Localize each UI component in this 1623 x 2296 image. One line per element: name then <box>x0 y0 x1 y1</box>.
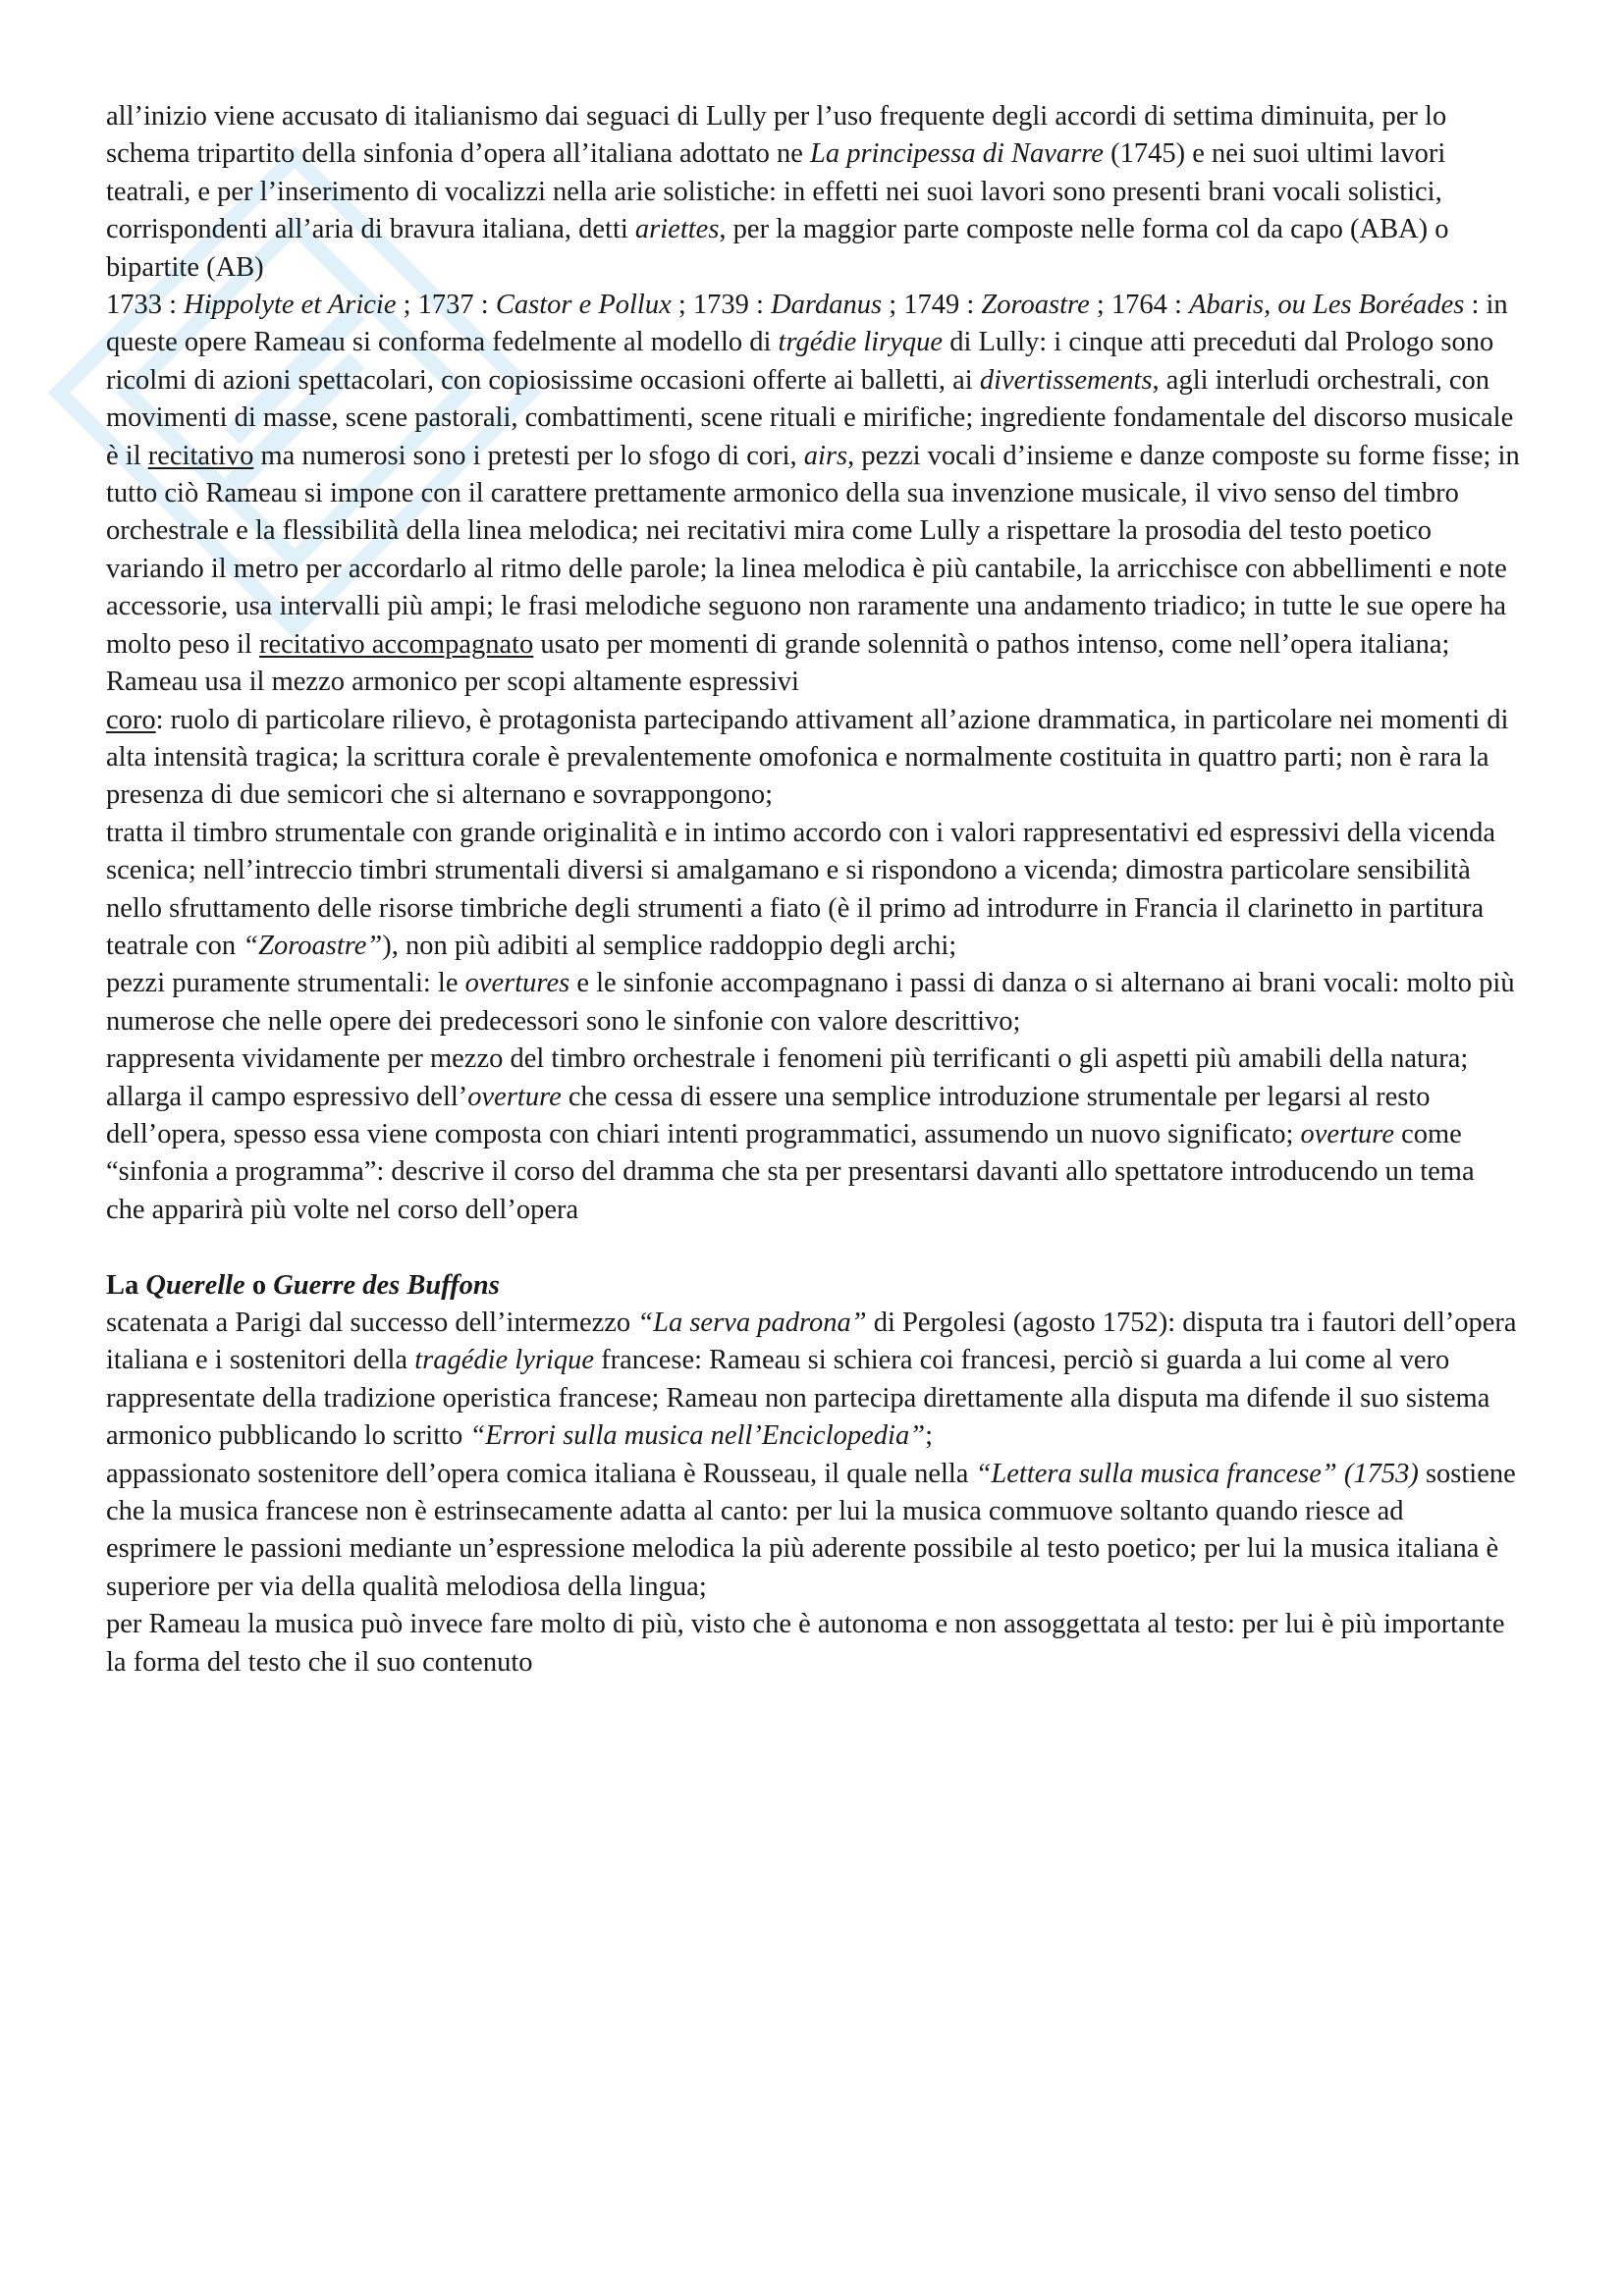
italic-text: airs <box>803 440 848 471</box>
paragraph-rappresenta <box>106 1041 1520 1078</box>
text-segment: (1745) e nei suoi ultimi lavori teatrali, e per l’inserimento di vocalizzi nella arie solistiche: in effetti nei suoi lavori sono presenti brani vocali solistici, corrispondenti all’aria di bravura italiana, detti <box>106 138 1446 245</box>
italic-text: La principessa di Navarre <box>809 138 1104 170</box>
main-paragraphs <box>106 98 1520 1229</box>
document-body <box>106 98 1520 1682</box>
text-segment: , agli interludi orchestrali, con movimenti di masse, scene pastorali, combattimenti, scene rituali e mirifiche; ingrediente fondamentale del discorso musicale è il <box>106 364 1514 471</box>
text-segment: che cessa di essere una semplice introduzione strumentale per legarsi al resto dell’opera, spesso essa viene composta con chiari intenti programmatici, assumendo un nuovo significato; <box>106 1081 1431 1149</box>
text-segment: ; <box>925 1420 933 1452</box>
text-segment: ), non più adibiti al semplice raddoppio degli archi; <box>382 930 957 961</box>
underlined-text: recitativo accompagnato <box>258 628 534 660</box>
text-segment: all’inizio viene accusato di italianismo dai seguaci di Lully per l’uso frequente degli accordi di settima diminuita, per lo schema tripartito della sinfonia d’opera all’italiana adottato ne <box>106 101 1447 170</box>
paragraph-scatenata <box>106 1305 1520 1456</box>
text-segment: o <box>244 1269 274 1301</box>
italic-text: tragédie lyrique <box>414 1345 595 1376</box>
italic-text: Querelle <box>145 1269 245 1301</box>
text-segment: e le sinfonie accompagnano i passi di danza o si alternano ai brani vocali: molto più numerose che nelle opere dei predecessori sono le sinfonie con valore descrittivo; <box>106 968 1515 1037</box>
italic-text: “Lettera sulla musica francese” (1753) <box>975 1458 1419 1489</box>
text-segment: pezzi puramente strumentali: le <box>106 968 465 999</box>
paragraph-allarga <box>106 1079 1520 1230</box>
italic-text: overtures <box>464 968 570 999</box>
paragraph-coro <box>106 702 1520 815</box>
section-paragraphs <box>106 1305 1520 1682</box>
italic-text: Hippolyte et Aricie <box>184 290 397 321</box>
text-segment: come “sinfonia a programma”: descrive il corso del dramma che sta per presentarsi davanti allo spettatore introducendo un tema che apparirà più volte nel corso dell’opera <box>106 1118 1475 1225</box>
paragraph-operas <box>106 287 1520 701</box>
paragraph-rousseau <box>106 1456 1520 1607</box>
text-segment: scatenata a Parigi dal successo dell’intermezzo <box>106 1307 638 1338</box>
text-segment: di Pergolesi (agosto 1752): disputa tra i fautori dell’opera italiana e i sostenitori della <box>106 1307 1517 1376</box>
italic-text: “La serva padrona” <box>637 1307 867 1338</box>
italic-text: overture <box>467 1081 562 1112</box>
paragraph-rameau <box>106 1606 1520 1682</box>
underlined-text: recitativo <box>147 440 254 471</box>
text-segment: tratta il timbro strumentale con grande originalità e in intimo accordo con i valori rappresentativi ed espressivi della vicenda scenica; nell’intreccio timbri strumentali diversi si amalgamano e si rispondono a vicenda; dimostra particolare sensibilità nello sfruttamento delle risorse timbriche degli strumenti a fiato (è il primo ad introdurre in Francia il clarinetto in partitura teatrale con <box>106 817 1496 961</box>
text-segment: ; 1749 : <box>882 290 982 321</box>
section-heading <box>106 1267 1520 1305</box>
text-segment: appassionato sostenitore dell’opera comica italiana è Rousseau, il quale nella <box>106 1458 976 1489</box>
italic-text: trgédie liryque <box>778 327 944 358</box>
section-spacer <box>106 1229 1520 1266</box>
paragraph-timbro <box>106 815 1520 966</box>
text-segment: , pezzi vocali d’insieme e danze composte su forme fisse; in tutto ciò Rameau si impone con il carattere prettamente armonico della sua invenzione musicale, il vivo senso del timbro orchestrale e la flessibilità della linea melodica; nei recitativi mira come Lully a rispettare la prosodia del testo poetico variando il metro per accordarlo al ritmo delle parole; la linea melodica è più cantabile, la arricchisce con abbellimenti e note accessorie, usa intervalli più ampi; le frasi melodiche seguono non raramente una andamento triadico; in tutte le sue opere ha molto peso il <box>106 440 1520 660</box>
text-segment: per Rameau la musica può invece fare molto di più, visto che è autonoma e non assoggettata al testo: per lui è più importante la forma del testo che il suo contenuto <box>106 1609 1505 1678</box>
text-segment: 1733 : <box>106 290 185 321</box>
italic-text: overture <box>1300 1118 1394 1149</box>
text-segment: ; 1737 : <box>396 290 496 321</box>
text-segment: ma numerosi sono i pretesti per lo sfogo di cori, <box>253 440 804 471</box>
text-segment: , per la maggior parte composte nelle forma col da capo (ABA) o bipartite (AB) <box>106 214 1449 283</box>
italic-text: “Errori sulla musica nell’Enciclopedia” <box>469 1420 926 1452</box>
italic-text: “Zoroastre” <box>243 930 383 961</box>
text-segment: rappresenta vividamente per mezzo del timbro orchestrale i fenomeni più terrificanti o gli aspetti più amabili della natura; <box>106 1043 1469 1075</box>
text-segment: usato per momenti di grande solennità o pathos intenso, come nell’opera italiana; Rameau usa il mezzo armonico per scopi altamente espressivi <box>106 628 1450 698</box>
text-segment: allarga il campo espressivo dell’ <box>106 1081 468 1112</box>
italic-text: Zoroastre <box>981 290 1090 321</box>
paragraph-intro <box>106 98 1520 287</box>
italic-text: Dardanus <box>771 290 883 321</box>
underlined-text: coro <box>106 704 156 735</box>
italic-text: divertissements <box>979 364 1153 396</box>
paragraph-pezzi <box>106 965 1520 1041</box>
text-segment: : ruolo di particolare rilievo, è protagonista partecipando attivament all’azione drammatica, in particolare nei momenti di alta intensità tragica; la scrittura corale è prevalentemente omofonica e normalmente costituita in quattro parti; non è rara la presenza di due semicori che si alternano e sovrappongono; <box>106 704 1509 811</box>
text-segment: sostiene che la musica francese non è estrinsecamente adatta al canto: per lui la musica commuove soltanto quando riesce ad esprimere le passioni mediante un’espressione melodica la più aderente possibile al testo poetico; per lui la musica italiana è superiore per via della qualità melodiosa della lingua; <box>106 1458 1516 1602</box>
text-segment: : in queste opere Rameau si conforma fedelmente al modello di <box>106 290 1508 358</box>
text-segment: francese: Rameau si schiera coi francesi, perciò si guarda a lui come al vero rappresentate della tradizione operistica francese; Rameau non partecipa direttamente alla disputa ma difende il suo sistema armonico pubblicando lo scritto <box>106 1345 1490 1452</box>
italic-text: Abaris, ou Les Boréades <box>1189 290 1465 321</box>
italic-text: Castor e Pollux <box>495 290 672 321</box>
text-segment: ; 1739 : <box>671 290 772 321</box>
text-segment: di Lully: i cinque atti preceduti dal Prologo sono ricolmi di azioni spettacolari, con copiosissime occasioni offerte ai balletti, ai <box>106 327 1494 396</box>
text-segment: La <box>106 1269 146 1301</box>
italic-text: ariettes <box>634 214 720 245</box>
text-segment: ; 1764 : <box>1089 290 1190 321</box>
italic-text: Guerre des Buffons <box>273 1269 500 1301</box>
